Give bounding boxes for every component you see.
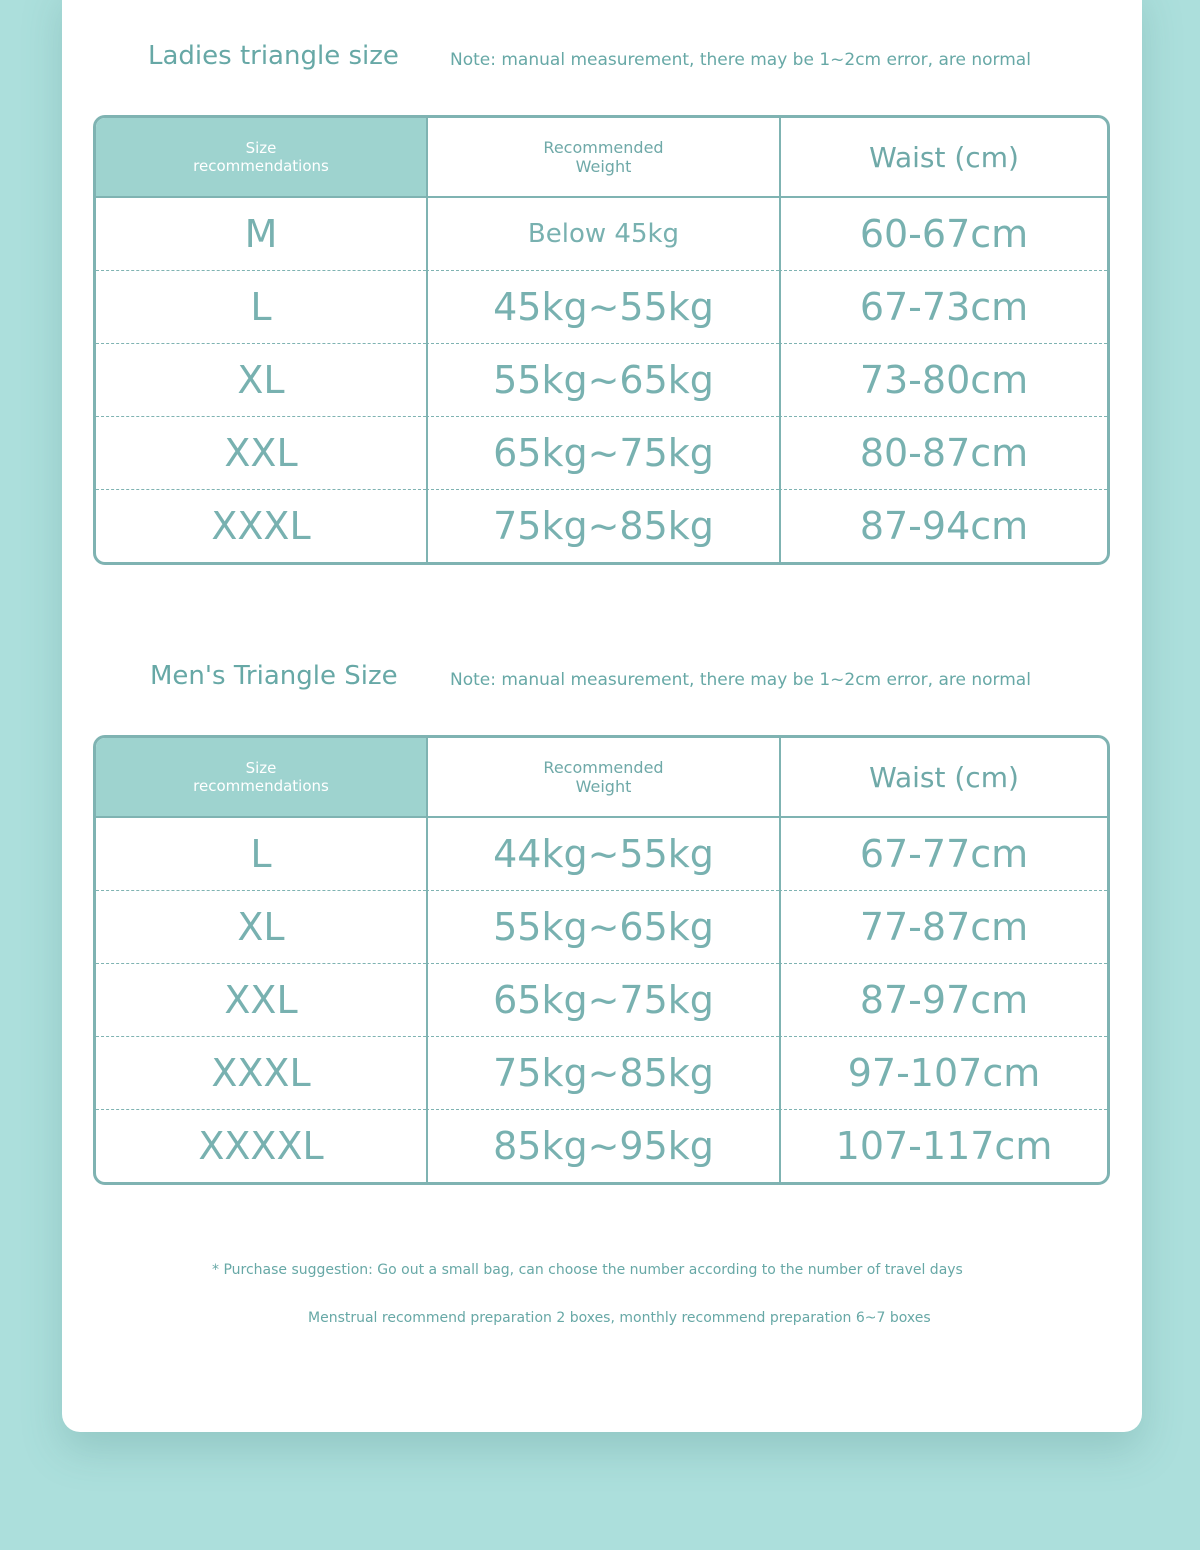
table-row <box>96 818 1107 890</box>
mens-note: Note: manual measurement, there may be 1~2cm error, are normal <box>450 670 1031 690</box>
size-cell: XXXXL <box>96 1109 426 1182</box>
weight-cell: 75kg~85kg <box>426 1036 779 1109</box>
waist-cell: 107-117cm <box>779 1109 1107 1182</box>
waist-cell: 97-107cm <box>779 1036 1107 1109</box>
header-size-line2: recommendations <box>193 777 329 795</box>
menstrual-recommendation: Menstrual recommend preparation 2 boxes, monthly recommend preparation 6~7 boxes <box>308 1310 931 1326</box>
size-cell: L <box>250 831 272 876</box>
header-size <box>96 118 426 198</box>
waist-cell: 80-87cm <box>779 416 1107 489</box>
table-row <box>96 270 1107 343</box>
table-row <box>96 489 1107 562</box>
table-row <box>96 343 1107 416</box>
table-row <box>96 963 1107 1036</box>
header-weight-line2: Weight <box>575 777 632 796</box>
size-cell: XXXL <box>96 1036 426 1109</box>
header-weight-line2: Weight <box>575 157 632 176</box>
ladies-note: Note: manual measurement, there may be 1~2cm error, are normal <box>450 50 1031 70</box>
size-cell: XXL <box>96 416 426 489</box>
table-row <box>96 1109 1107 1182</box>
weight-cell: 65kg~75kg <box>426 963 779 1036</box>
mens-title: Men's Triangle Size <box>150 661 398 691</box>
waist-cell: 87-94cm <box>779 489 1107 562</box>
table-row <box>96 416 1107 489</box>
weight-cell: 65kg~75kg <box>426 416 779 489</box>
table-header-row <box>96 738 1107 818</box>
header-waist: Waist (cm) <box>779 118 1107 198</box>
weight-cell: 55kg~65kg <box>426 890 779 963</box>
header-weight <box>426 738 779 818</box>
weight-cell: 45kg~55kg <box>426 270 779 343</box>
size-cell: XXXL <box>96 489 426 562</box>
weight-cell: 55kg~65kg <box>426 343 779 416</box>
header-weight-line1: Recommended <box>543 138 664 157</box>
waist-cell: 73-80cm <box>779 343 1107 416</box>
ladies-size-table <box>93 115 1110 565</box>
header-weight-line1: Recommended <box>543 758 664 777</box>
waist-cell: 77-87cm <box>779 890 1107 963</box>
ladies-title: Ladies triangle size <box>148 41 399 71</box>
table-row <box>96 198 1107 270</box>
waist-cell: 67-73cm <box>779 270 1107 343</box>
size-cell: XL <box>96 890 426 963</box>
table-row <box>96 1036 1107 1109</box>
header-size-line1: Size <box>245 139 277 157</box>
header-size <box>96 738 426 818</box>
table-row <box>96 890 1107 963</box>
weight-cell: 75kg~85kg <box>426 489 779 562</box>
header-size-line2: recommendations <box>193 157 329 175</box>
waist-cell: 67-77cm <box>779 818 1107 890</box>
size-cell: XXL <box>96 963 426 1036</box>
header-size-line1: Size <box>245 759 277 777</box>
size-cell: M <box>244 211 278 256</box>
weight-cell: 44kg~55kg <box>426 818 779 890</box>
header-weight <box>426 118 779 198</box>
weight-cell: Below 45kg <box>426 198 779 270</box>
weight-cell: 85kg~95kg <box>426 1109 779 1182</box>
mens-size-table <box>93 735 1110 1185</box>
purchase-suggestion: * Purchase suggestion: Go out a small bag, can choose the number according to the number of travel days <box>212 1262 963 1278</box>
header-waist: Waist (cm) <box>779 738 1107 818</box>
size-cell: L <box>96 270 426 343</box>
table-header-row <box>96 118 1107 198</box>
waist-cell: 87-97cm <box>779 963 1107 1036</box>
size-cell: XL <box>96 343 426 416</box>
waist-cell: 60-67cm <box>779 198 1107 270</box>
